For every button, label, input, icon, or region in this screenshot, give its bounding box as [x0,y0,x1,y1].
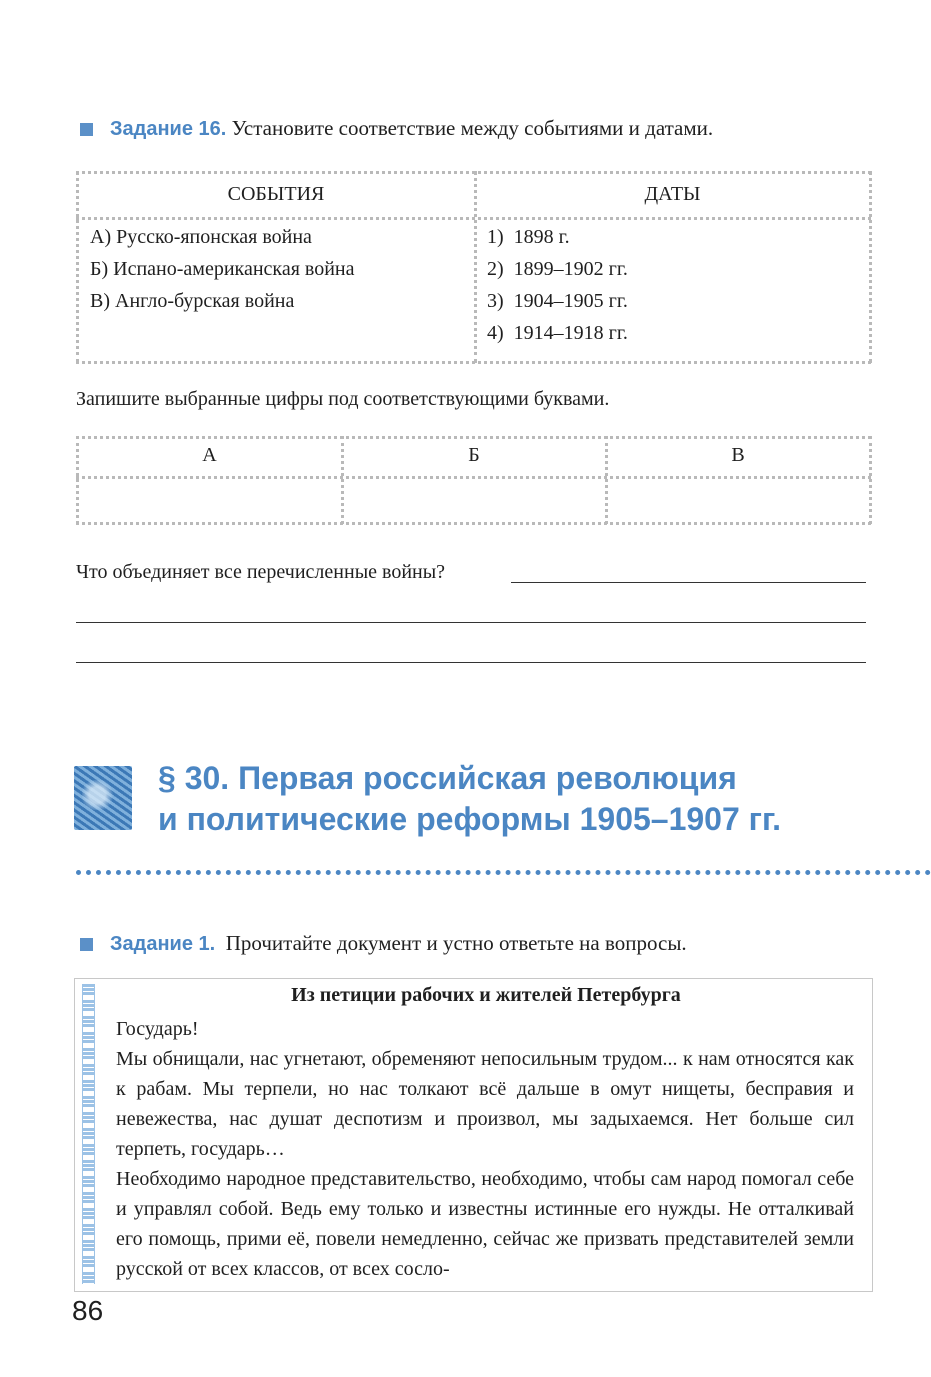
answer-header-v: В [731,444,745,466]
document-paragraph: Государь! [116,1018,199,1040]
document-text [116,1014,854,1284]
answer-instruction: Запишите выбранные цифры под соответствующими буквами. [76,388,610,410]
answer-cell-a[interactable] [80,480,339,520]
section-title-line1: § 30. Первая российская революция [158,760,737,796]
document-side-strip [82,984,95,1284]
document-paragraph: Мы обнищали, нас угнетают, обременяют непосильным трудом... к нам относятся как к рабам. Мы терпели, но нас толкают всё дальше в омут нищеты, бесправия и невежества, нас душат деспотизм и произвол, мы задыхаемся. Нет больше сил терпеть, государь… [116,1048,854,1160]
document-title: Из петиции рабочих и жителей Петербурга [291,984,681,1006]
event-row: Б) Испано-американская война [90,258,355,280]
task1-label: Задание 1. [110,933,216,955]
task-marker-square [80,938,93,951]
task16-label: Задание 16. [110,118,227,140]
events-header: СОБЫТИЯ [227,183,325,205]
date-row: 2) 1899–1902 гг. [487,258,628,280]
task-marker-square [80,123,93,136]
answer-line[interactable] [76,622,866,623]
date-row: 3) 1904–1905 гг. [487,290,628,312]
task1-text: Прочитайте документ и устно ответьте на вопросы. [225,931,687,955]
section-title-line2: и политические реформы 1905–1907 гг. [158,801,781,837]
task16-heading [110,116,713,141]
page-number: 86 [72,1295,104,1326]
task16-text: Установите соответствие между событиями и датами. [231,116,714,140]
document-paragraph: Необходимо народное представительство, необходимо, чтобы сам народ помогал себе и управлял собой. Ведь ему только и известны истинные его нужды. Не отталкивай его помощь, прими её, повели немедленно, сейчас же призвать представителей земли русской от всех классов, от всех сосло- [116,1168,854,1280]
event-row: А) Русско-японская война [90,226,312,248]
date-row: 1) 1898 г. [487,226,570,248]
answer-header-b: Б [468,444,480,466]
answer-line[interactable] [511,582,866,583]
dates-header: ДАТЫ [644,183,701,205]
answer-cell-v[interactable] [609,480,867,520]
event-row: В) Англо-бурская война [90,290,295,312]
section-title [158,758,781,840]
date-row: 4) 1914–1918 гг. [487,322,628,344]
question-text: Что объединяет все перечисленные войны? [76,561,446,583]
answer-cell-b[interactable] [345,480,603,520]
section-decor-icon [74,766,132,830]
answer-line[interactable] [76,662,866,663]
section-divider [76,870,931,875]
answer-header-a: А [202,444,217,466]
task1-heading [110,931,687,956]
